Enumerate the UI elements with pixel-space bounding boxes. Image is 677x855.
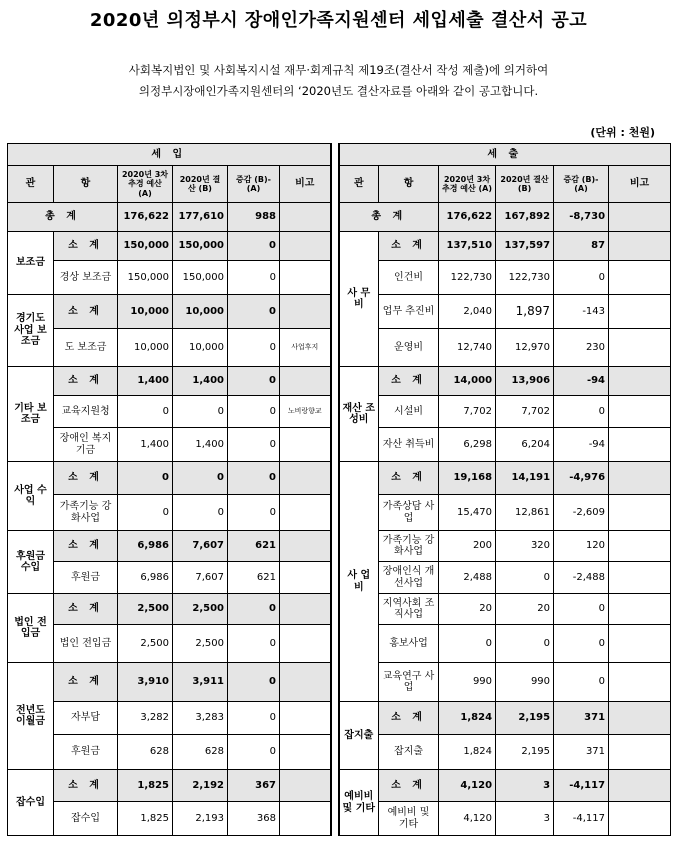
exp-sub-diff: -4,976 [554,462,609,495]
rev-note [280,562,331,594]
exp-total-budget: 176,622 [439,203,496,232]
exp-col-note: 비고 [609,166,671,203]
rev-sub-diff: 367 [228,770,280,802]
rev-sub-settle: 2,500 [173,594,228,625]
exp-settle: 2,195 [496,735,554,770]
exp-sub-budget: 19,168 [439,462,496,495]
rev-note: 사업후지 [280,329,331,367]
rev-settle: 0 [173,396,228,428]
rev-sub-budget: 1,825 [118,770,173,802]
exp-settle: 1,897 [496,295,554,329]
rev-subtotal-label: 소 계 [54,663,118,702]
exp-sub-settle: 137,597 [496,232,554,261]
rev-hang: 교육지원청 [54,396,118,428]
rev-gwan-g8: 잡수입 [8,770,54,836]
rev-col-budget: 2020년 3차 추경 예산 (A) [118,166,173,203]
rev-sub-budget: 1,400 [118,367,173,396]
exp-budget: 2,040 [439,295,496,329]
exp-settle: 12,970 [496,329,554,367]
rev-total-label: 총 계 [8,203,118,232]
exp-budget: 15,470 [439,495,496,531]
rev-budget: 628 [118,735,173,770]
expense-section-title: 세 출 [339,144,671,166]
rev-note: 노비랑향교 [280,396,331,428]
exp-subtotal-label: 소 계 [379,232,439,261]
rev-subtotal-label: 소 계 [54,594,118,625]
rev-gwan-g3: 기타 보조금 [8,367,54,462]
exp-hang: 지역사회 조직사업 [379,594,439,625]
table-row [8,232,671,261]
rev-diff: 0 [228,702,280,735]
rev-gwan-g2: 경기도 사업 보조금 [8,295,54,367]
exp-sub-budget: 1,824 [439,702,496,735]
exp-budget: 7,702 [439,396,496,428]
rev-sub-settle: 10,000 [173,295,228,329]
rev-note [280,802,331,836]
rev-settle: 3,283 [173,702,228,735]
rev-sub-budget: 150,000 [118,232,173,261]
unit-label: (단위 : 천원) [590,126,655,139]
rev-sub-diff: 0 [228,594,280,625]
exp-diff: 371 [554,735,609,770]
rev-diff: 0 [228,495,280,531]
rev-hang: 법인 전입금 [54,625,118,663]
rev-budget: 6,986 [118,562,173,594]
rev-diff: 0 [228,329,280,367]
settlement-table [7,143,671,836]
rev-gwan-g1: 보조금 [8,232,54,295]
rev-note [280,261,331,295]
exp-sub-budget: 4,120 [439,770,496,802]
exp-hang: 잡지출 [379,735,439,770]
rev-gwan-g5: 후원금 수입 [8,531,54,594]
table-row [8,462,671,495]
intro-line-1: 사회복지법인 및 사회복지시설 재무·회계규칙 제19조(결산서 작성 제출)에 의거하여 [128,63,549,77]
rev-col-diff: 증감 (B)-(A) [228,166,280,203]
exp-budget: 1,824 [439,735,496,770]
rev-settle: 2,193 [173,802,228,836]
exp-col-hang: 항 [379,166,439,203]
exp-gwan-e2: 재산 조성비 [339,367,379,462]
rev-hang: 후원금 [54,735,118,770]
rev-note [280,495,331,531]
rev-budget: 1,400 [118,428,173,462]
exp-diff: -2,609 [554,495,609,531]
exp-sub-budget: 137,510 [439,232,496,261]
exp-settle: 122,730 [496,261,554,295]
rev-sub-diff: 0 [228,367,280,396]
rev-sub-diff: 0 [228,295,280,329]
exp-gwan-e1: 사 무 비 [339,232,379,367]
rev-diff: 0 [228,261,280,295]
rev-settle: 10,000 [173,329,228,367]
rev-sub-budget: 3,910 [118,663,173,702]
exp-budget: 20 [439,594,496,625]
rev-sub-settle: 7,607 [173,531,228,562]
exp-sub-diff: -94 [554,367,609,396]
exp-col-diff: 증감 (B)-(A) [554,166,609,203]
exp-sub-settle: 13,906 [496,367,554,396]
rev-hang: 도 보조금 [54,329,118,367]
exp-total-diff: -8,730 [554,203,609,232]
exp-budget: 122,730 [439,261,496,295]
rev-sub-budget: 10,000 [118,295,173,329]
rev-note [280,428,331,462]
exp-hang: 교육연구 사업 [379,663,439,702]
rev-budget: 2,500 [118,625,173,663]
table-row [8,367,671,396]
rev-col-note: 비고 [280,166,331,203]
rev-sub-budget: 2,500 [118,594,173,625]
exp-settle: 20 [496,594,554,625]
exp-subtotal-label: 소 계 [379,367,439,396]
exp-settle: 320 [496,531,554,562]
rev-budget: 150,000 [118,261,173,295]
rev-col-gwan: 관 [8,166,54,203]
rev-hang: 가족기능 강화사업 [54,495,118,531]
rev-budget: 10,000 [118,329,173,367]
rev-budget: 3,282 [118,702,173,735]
rev-diff: 621 [228,562,280,594]
column-header-row [8,166,671,203]
rev-settle: 0 [173,495,228,531]
rev-note [280,735,331,770]
rev-hang: 경상 보조금 [54,261,118,295]
exp-diff: 0 [554,261,609,295]
exp-hang: 시설비 [379,396,439,428]
rev-diff: 0 [228,625,280,663]
exp-settle: 7,702 [496,396,554,428]
exp-hang: 가족기능 강화사업 [379,531,439,562]
table-row [8,702,671,735]
rev-col-hang: 항 [54,166,118,203]
exp-col-settle: 2020년 결산 (B) [496,166,554,203]
exp-hang: 장애인식 개선사업 [379,562,439,594]
exp-budget: 990 [439,663,496,702]
rev-sub-settle: 3,911 [173,663,228,702]
total-row [8,203,671,232]
rev-diff: 368 [228,802,280,836]
rev-sub-budget: 0 [118,462,173,495]
rev-total-diff: 988 [228,203,280,232]
rev-note [280,702,331,735]
exp-budget: 6,298 [439,428,496,462]
rev-hang: 잡수입 [54,802,118,836]
exp-hang: 가족상담 사업 [379,495,439,531]
rev-sub-diff: 621 [228,531,280,562]
exp-diff: -4,117 [554,802,609,836]
rev-gwan-g4: 사업 수익 [8,462,54,531]
rev-budget: 1,825 [118,802,173,836]
exp-budget: 4,120 [439,802,496,836]
exp-sub-settle: 2,195 [496,702,554,735]
exp-budget: 0 [439,625,496,663]
exp-settle: 0 [496,625,554,663]
exp-diff: 0 [554,625,609,663]
page-title: 2020년 의정부시 장애인가족지원센터 세입세출 결산서 공고 [89,10,588,31]
exp-diff: -2,488 [554,562,609,594]
exp-sub-diff: 371 [554,702,609,735]
rev-settle: 628 [173,735,228,770]
rev-budget: 0 [118,495,173,531]
exp-diff: -143 [554,295,609,329]
rev-diff: 0 [228,396,280,428]
rev-subtotal-label: 소 계 [54,367,118,396]
rev-hang: 후원금 [54,562,118,594]
exp-gwan-e5: 예비비 및 기타 [339,770,379,836]
exp-col-budget: 2020년 3차 추경 예산 (A) [439,166,496,203]
rev-total-budget: 176,622 [118,203,173,232]
exp-settle: 0 [496,562,554,594]
exp-hang: 업무 추진비 [379,295,439,329]
rev-total-settle: 177,610 [173,203,228,232]
rev-subtotal-label: 소 계 [54,531,118,562]
rev-subtotal-label: 소 계 [54,232,118,261]
exp-diff: 0 [554,396,609,428]
rev-col-settle: 2020년 결산 (B) [173,166,228,203]
exp-settle: 3 [496,802,554,836]
exp-sub-diff: 87 [554,232,609,261]
exp-gwan-e4: 잡지출 [339,702,379,770]
rev-budget: 0 [118,396,173,428]
rev-gwan-g6: 법인 전입금 [8,594,54,663]
rev-hang: 자부담 [54,702,118,735]
exp-hang: 홍보사업 [379,625,439,663]
rev-settle: 150,000 [173,261,228,295]
exp-hang: 예비비 및 기타 [379,802,439,836]
intro-line-2: 의정부시장애인가족지원센터의 ‘2020년도 결산자료를 아래와 같이 공고합니다. [138,84,539,98]
rev-subtotal-label: 소 계 [54,462,118,495]
rev-subtotal-label: 소 계 [54,770,118,802]
section-header-row [8,144,671,166]
exp-settle: 990 [496,663,554,702]
exp-budget: 12,740 [439,329,496,367]
exp-total-settle: 167,892 [496,203,554,232]
rev-sub-diff: 0 [228,232,280,261]
rev-settle: 7,607 [173,562,228,594]
exp-diff: -94 [554,428,609,462]
exp-hang: 운영비 [379,329,439,367]
rev-diff: 0 [228,735,280,770]
exp-diff: 230 [554,329,609,367]
rev-sub-diff: 0 [228,663,280,702]
exp-sub-settle: 14,191 [496,462,554,495]
rev-sub-settle: 2,192 [173,770,228,802]
exp-budget: 2,488 [439,562,496,594]
exp-diff: 0 [554,663,609,702]
rev-sub-settle: 0 [173,462,228,495]
exp-subtotal-label: 소 계 [379,702,439,735]
exp-total-label: 총 계 [339,203,439,232]
exp-sub-settle: 3 [496,770,554,802]
rev-sub-settle: 150,000 [173,232,228,261]
exp-hang: 인건비 [379,261,439,295]
rev-settle: 2,500 [173,625,228,663]
rev-sub-settle: 1,400 [173,367,228,396]
exp-gwan-e3: 사 업 비 [339,462,379,702]
exp-settle: 6,204 [496,428,554,462]
rev-hang: 장애인 복지기금 [54,428,118,462]
revenue-section-title: 세 입 [8,144,331,166]
exp-sub-budget: 14,000 [439,367,496,396]
rev-settle: 1,400 [173,428,228,462]
exp-subtotal-label: 소 계 [379,770,439,802]
rev-note [280,625,331,663]
rev-sub-diff: 0 [228,462,280,495]
rev-gwan-g7: 전년도 이월금 [8,663,54,770]
table-row [8,770,671,802]
exp-diff: 0 [554,594,609,625]
rev-diff: 0 [228,428,280,462]
rev-sub-budget: 6,986 [118,531,173,562]
exp-sub-diff: -4,117 [554,770,609,802]
rev-subtotal-label: 소 계 [54,295,118,329]
exp-col-gwan: 관 [339,166,379,203]
exp-diff: 120 [554,531,609,562]
exp-settle: 12,861 [496,495,554,531]
exp-hang: 자산 취득비 [379,428,439,462]
exp-budget: 200 [439,531,496,562]
exp-subtotal-label: 소 계 [379,462,439,495]
